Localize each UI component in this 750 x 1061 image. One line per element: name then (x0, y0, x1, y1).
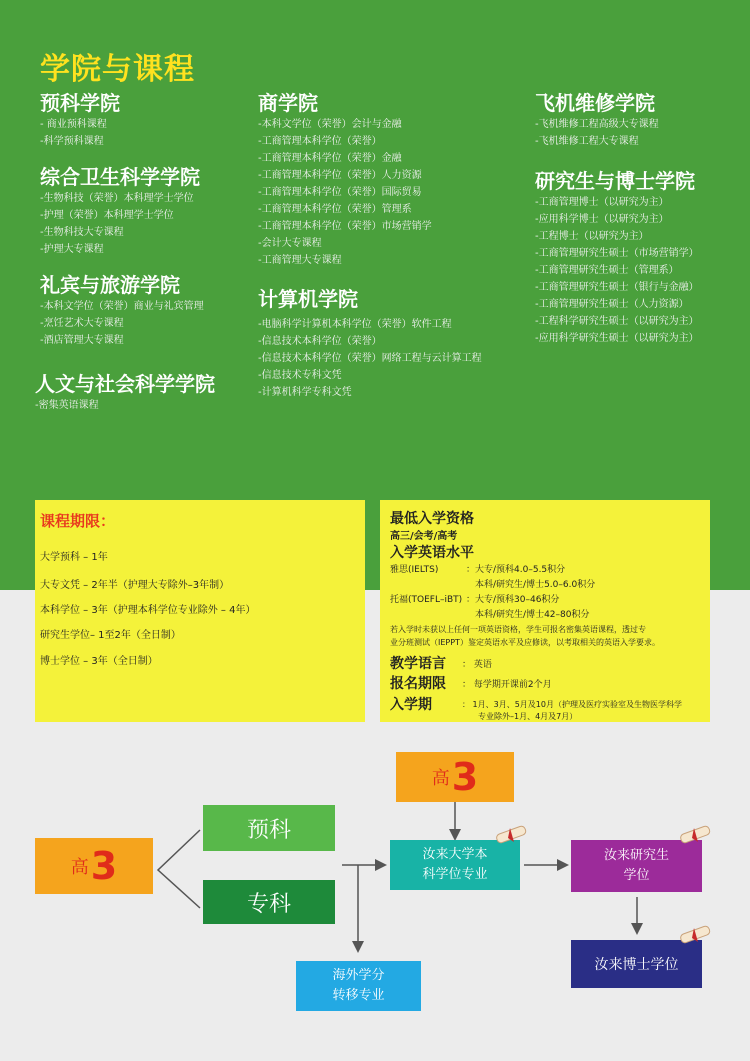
ielts-line: ：大专/预科4.0–5.5积分 (466, 565, 566, 575)
course-item: -本科文学位（荣誉）会计与金融 (258, 119, 402, 130)
scroll-icon (676, 922, 716, 950)
duration-row: 大专文凭 – 2年半（护理大专除外–3年制） (40, 580, 230, 591)
master-line: 汝来研究生 (603, 848, 669, 863)
course-item: -护理大专课程 (40, 244, 104, 255)
course-item: -工商管理大专课程 (258, 255, 342, 266)
section-heading: 研究生与博士学院 (535, 169, 695, 193)
duration-row: 大学预科 – 1年 (40, 552, 108, 563)
course-item: -工商管理研究生硕士（银行与金融） (535, 282, 699, 293)
course-item: -密集英语课程 (35, 400, 99, 411)
three-text: 3 (451, 755, 479, 799)
course-item: -护理（荣誉）本科理学士学位 (40, 210, 174, 221)
course-item: -工商管理本科学位（荣誉）人力资源 (258, 170, 422, 181)
course-item: -生物科技（荣誉）本科理学士学位 (40, 193, 194, 204)
page-title: 学院与课程 (40, 52, 195, 87)
diploma-box: 专科 (203, 880, 335, 924)
course-item: -信息技术专科文凭 (258, 370, 342, 381)
course-item: -飞机维修工程高级大专课程 (535, 119, 659, 130)
course-item: -工商管理研究生硕士（管理系） (535, 265, 679, 276)
course-item: -工程科学研究生硕士（以研究为主） (535, 316, 699, 327)
language-value: ： 英语 (462, 660, 492, 670)
master-line: 学位 (623, 868, 650, 883)
admission-sub: 高三/会考/高考 (390, 531, 458, 542)
three-text: 3 (90, 844, 118, 888)
duration-row: 博士学位 – 3年（全日制） (40, 656, 158, 667)
section-heading: 预科学院 (40, 91, 120, 115)
course-item: -工商管理本科学位（荣誉）国际贸易 (258, 187, 422, 198)
duration-row: 本科学位 – 3年（护理本科学位专业除外 – 4年） (40, 605, 256, 616)
toefl-line: ：大专/预科30–46积分 (466, 595, 560, 605)
course-item: -本科文学位（荣誉）商业与礼宾管理 (40, 301, 204, 312)
course-item: -酒店管理大专课程 (40, 335, 124, 346)
prep-box: 预科 (203, 805, 335, 851)
section-heading: 计算机学院 (258, 287, 358, 311)
intake-line: 专业除外–1月、4月及7月） (478, 712, 578, 721)
language-label: 教学语言 (390, 656, 446, 672)
section-heading: 人文与社会科学学院 (35, 372, 215, 396)
scroll-icon (676, 822, 716, 850)
admission-title: 最低入学资格 (390, 511, 474, 527)
section-heading: 飞机维修学院 (535, 91, 655, 115)
course-item: -应用科学研究生硕士（以研究为主） (535, 333, 699, 344)
gao-text: 高 (431, 768, 450, 789)
scroll-icon (492, 822, 532, 850)
course-item: -工商管理本科学位（荣誉） (258, 136, 382, 147)
overseas-line: 海外学分 (332, 968, 385, 983)
phd-box: 汝来博士学位 (571, 940, 702, 988)
course-item: -计算机科学专科文凭 (258, 387, 352, 398)
course-item: -工程博士（以研究为主） (535, 231, 649, 242)
duration-row: 研究生学位– 1至2年（全日制） (40, 630, 181, 641)
english-note: 业分班测试（IEPPT）鉴定英语水平及应修读，以考取相关的英语入学要求。 (390, 638, 660, 647)
english-note: 若入学时未获以上任何一项英语资格，学生可报名密集英语课程，透过专 (390, 625, 646, 634)
course-item: -工商管理本科学位（荣誉）市场营销学 (258, 221, 432, 232)
degree-line: 科学位专业 (422, 867, 488, 882)
course-item: -会计大专课程 (258, 238, 322, 249)
course-item: -烹饪艺术大专课程 (40, 318, 124, 329)
course-item: -信息技术本科学位（荣誉） (258, 336, 382, 347)
course-item: -生物科技大专课程 (40, 227, 124, 238)
gao3-top (396, 752, 514, 802)
toefl-line: 本科/研究生/博士42–80积分 (475, 610, 590, 620)
overseas-line: 转移专业 (332, 988, 385, 1003)
course-item: -工商管理博士（以研究为主） (535, 197, 669, 208)
course-item: -科学预科课程 (40, 136, 104, 147)
registration-label: 报名期限 (390, 676, 446, 692)
degree-line: 汝来大学本 (422, 847, 488, 862)
english-title: 入学英语水平 (390, 545, 474, 561)
course-item: -工商管理研究生硕士（市场营销学） (535, 248, 699, 259)
section-heading: 商学院 (258, 91, 318, 115)
section-heading: 礼宾与旅游学院 (40, 273, 180, 297)
course-item: -工商管理本科学位（荣誉）管理系 (258, 204, 412, 215)
gao3-left (35, 838, 153, 894)
duration-title: 课程期限： (40, 512, 116, 530)
course-item: -飞机维修工程大专课程 (535, 136, 639, 147)
registration-value: ： 每学期开课前2个月 (462, 680, 552, 690)
course-item: -电脑科学计算机本科学位（荣誉）软件工程 (258, 319, 452, 330)
ielts-label: 雅思(IELTS) (390, 565, 439, 575)
intake-label: 入学期 (390, 697, 432, 713)
course-item: -工商管理本科学位（荣誉）金融 (258, 153, 402, 164)
course-item: -工商管理研究生硕士（人力资源） (535, 299, 689, 310)
overseas-box (296, 961, 421, 1011)
ielts-line: 本科/研究生/博士5.0–6.0积分 (475, 580, 596, 590)
intake-line: ： 1月、3月、5月及10月（护理及医疗实验室及生物医学科学 (462, 700, 682, 709)
course-item: - 商业预科课程 (40, 119, 107, 130)
course-item: -信息技术本科学位（荣誉）网络工程与云计算工程 (258, 353, 482, 364)
section-heading: 综合卫生科学学院 (40, 165, 200, 189)
toefl-label: 托福(TOEFL–iBT) (390, 595, 463, 605)
course-item: -应用科学博士（以研究为主） (535, 214, 669, 225)
gao-text: 高 (70, 857, 89, 878)
